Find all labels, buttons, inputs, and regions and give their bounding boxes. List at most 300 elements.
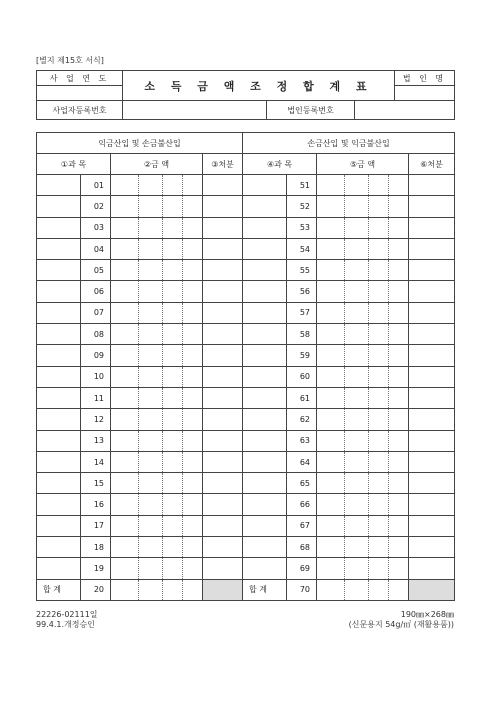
item-field[interactable]: [37, 238, 81, 259]
item-field[interactable]: [243, 196, 287, 217]
item-field[interactable]: [37, 537, 81, 558]
amount-field[interactable]: [317, 537, 345, 558]
amount-field[interactable]: [163, 238, 183, 259]
amount-field[interactable]: [317, 175, 345, 196]
amount-field[interactable]: [111, 537, 139, 558]
amount-field[interactable]: [139, 451, 163, 472]
amount-field[interactable]: [183, 217, 203, 238]
item-field[interactable]: [37, 217, 81, 238]
item-field[interactable]: [37, 451, 81, 472]
item-field[interactable]: [243, 537, 287, 558]
disposal-field[interactable]: [203, 494, 243, 515]
item-field[interactable]: [37, 175, 81, 196]
disposal-field[interactable]: [409, 494, 455, 515]
item-field[interactable]: [243, 175, 287, 196]
total-amount-field[interactable]: [389, 579, 409, 600]
amount-field[interactable]: [389, 238, 409, 259]
amount-field[interactable]: [163, 430, 183, 451]
amount-field[interactable]: [183, 558, 203, 579]
amount-field[interactable]: [345, 430, 369, 451]
amount-field[interactable]: [183, 281, 203, 302]
amount-field[interactable]: [139, 238, 163, 259]
row-code: 57: [287, 302, 317, 323]
table-row: [37, 451, 455, 472]
total-amount-field[interactable]: [317, 579, 345, 600]
row-code: 17: [81, 515, 111, 536]
amount-field[interactable]: [345, 238, 369, 259]
amount-field[interactable]: [111, 409, 139, 430]
row-code: 14: [81, 451, 111, 472]
business-year-field[interactable]: [37, 86, 123, 101]
amount-field[interactable]: [345, 217, 369, 238]
amount-field[interactable]: [111, 281, 139, 302]
amount-field[interactable]: [111, 324, 139, 345]
amount-field[interactable]: [111, 196, 139, 217]
amount-field[interactable]: [317, 430, 345, 451]
row-code: 06: [81, 281, 111, 302]
row-code: 18: [81, 537, 111, 558]
biz-reg-label: 사업자등록번호: [37, 101, 123, 120]
row-code: 67: [287, 515, 317, 536]
disposal-field[interactable]: [203, 302, 243, 323]
amount-field[interactable]: [389, 196, 409, 217]
amount-field[interactable]: [369, 515, 389, 536]
amount-field[interactable]: [345, 260, 369, 281]
corp-name-field[interactable]: [395, 86, 455, 101]
total-amount-field[interactable]: [111, 579, 139, 600]
amount-field[interactable]: [345, 409, 369, 430]
amount-field[interactable]: [163, 324, 183, 345]
amount-field[interactable]: [139, 175, 163, 196]
amount-field[interactable]: [317, 196, 345, 217]
amount-field[interactable]: [389, 494, 409, 515]
row-code: 52: [287, 196, 317, 217]
row-code: 08: [81, 324, 111, 345]
amount-field[interactable]: [317, 238, 345, 259]
total-label: 합 계: [243, 579, 287, 600]
amount-field[interactable]: [111, 366, 139, 387]
amount-field[interactable]: [369, 217, 389, 238]
amount-field[interactable]: [369, 345, 389, 366]
amount-field[interactable]: [163, 558, 183, 579]
amount-field[interactable]: [369, 451, 389, 472]
amount-field[interactable]: [369, 324, 389, 345]
disposal-field[interactable]: [409, 345, 455, 366]
total-row: [37, 579, 455, 600]
row-code: 68: [287, 537, 317, 558]
item-field[interactable]: [243, 281, 287, 302]
amount-field[interactable]: [183, 196, 203, 217]
total-amount-field[interactable]: [183, 579, 203, 600]
item-field[interactable]: [37, 345, 81, 366]
amount-field[interactable]: [111, 260, 139, 281]
amount-field[interactable]: [111, 345, 139, 366]
amount-field[interactable]: [369, 409, 389, 430]
amount-field[interactable]: [163, 366, 183, 387]
total-amount-field[interactable]: [139, 579, 163, 600]
amount-field[interactable]: [317, 515, 345, 536]
disposal-field[interactable]: [203, 345, 243, 366]
amount-field[interactable]: [369, 473, 389, 494]
item-field[interactable]: [243, 260, 287, 281]
total-amount-field[interactable]: [163, 579, 183, 600]
amount-field[interactable]: [389, 302, 409, 323]
amount-field[interactable]: [345, 302, 369, 323]
disposal-field[interactable]: [409, 451, 455, 472]
business-year-label: 사 업 연 도: [37, 71, 123, 86]
amount-field[interactable]: [369, 175, 389, 196]
item-field[interactable]: [243, 494, 287, 515]
item-field[interactable]: [243, 451, 287, 472]
amount-field[interactable]: [389, 281, 409, 302]
disposal-field[interactable]: [203, 324, 243, 345]
corp-reg-field[interactable]: [355, 101, 455, 120]
right-col-amount: ⑤금 액: [317, 154, 409, 175]
amount-field[interactable]: [139, 515, 163, 536]
form-label: [별지 제15호 서식]: [36, 56, 104, 65]
amount-field[interactable]: [139, 196, 163, 217]
amount-field[interactable]: [345, 345, 369, 366]
amount-field[interactable]: [139, 387, 163, 408]
amount-field[interactable]: [317, 473, 345, 494]
item-field[interactable]: [243, 217, 287, 238]
amount-field[interactable]: [183, 537, 203, 558]
amount-field[interactable]: [317, 558, 345, 579]
amount-field[interactable]: [369, 494, 389, 515]
amount-field[interactable]: [163, 473, 183, 494]
disposal-field[interactable]: [409, 217, 455, 238]
amount-field[interactable]: [183, 451, 203, 472]
amount-field[interactable]: [317, 324, 345, 345]
amount-field[interactable]: [369, 260, 389, 281]
amount-field[interactable]: [389, 217, 409, 238]
amount-field[interactable]: [317, 260, 345, 281]
item-field[interactable]: [243, 345, 287, 366]
amount-field[interactable]: [111, 175, 139, 196]
amount-field[interactable]: [111, 302, 139, 323]
amount-field[interactable]: [183, 409, 203, 430]
disposal-field[interactable]: [203, 451, 243, 472]
right-col-disposal: ⑥처분: [409, 154, 455, 175]
row-code: 19: [81, 558, 111, 579]
amount-field[interactable]: [111, 494, 139, 515]
item-field[interactable]: [243, 473, 287, 494]
row-code: 61: [287, 387, 317, 408]
amount-field[interactable]: [369, 238, 389, 259]
disposal-field[interactable]: [203, 473, 243, 494]
disposal-field[interactable]: [409, 558, 455, 579]
table-row: [37, 238, 455, 259]
amount-field[interactable]: [317, 281, 345, 302]
item-field[interactable]: [37, 409, 81, 430]
amount-field[interactable]: [111, 387, 139, 408]
amount-field[interactable]: [183, 302, 203, 323]
amount-field[interactable]: [163, 175, 183, 196]
disposal-field[interactable]: [203, 175, 243, 196]
item-field[interactable]: [37, 494, 81, 515]
item-field[interactable]: [243, 366, 287, 387]
table-row: [37, 366, 455, 387]
adjustment-table: [36, 132, 455, 601]
amount-field[interactable]: [389, 515, 409, 536]
amount-field[interactable]: [139, 409, 163, 430]
disposal-field[interactable]: [409, 196, 455, 217]
amount-field[interactable]: [345, 558, 369, 579]
row-code: 53: [287, 217, 317, 238]
item-field[interactable]: [243, 324, 287, 345]
disposal-field[interactable]: [409, 515, 455, 536]
amount-field[interactable]: [345, 494, 369, 515]
row-code: 62: [287, 409, 317, 430]
amount-field[interactable]: [317, 451, 345, 472]
amount-field[interactable]: [111, 217, 139, 238]
disposal-field[interactable]: [203, 430, 243, 451]
amount-field[interactable]: [163, 451, 183, 472]
paper-size: 190㎜×268㎜: [400, 610, 454, 619]
disposal-field[interactable]: [409, 302, 455, 323]
disposal-field[interactable]: [203, 217, 243, 238]
table-row: [37, 494, 455, 515]
table-row: [37, 430, 455, 451]
amount-field[interactable]: [163, 494, 183, 515]
amount-field[interactable]: [163, 302, 183, 323]
amount-field[interactable]: [389, 387, 409, 408]
amount-field[interactable]: [163, 281, 183, 302]
amount-field[interactable]: [369, 302, 389, 323]
amount-field[interactable]: [163, 196, 183, 217]
disposal-field[interactable]: [203, 260, 243, 281]
disposal-field[interactable]: [409, 409, 455, 430]
amount-field[interactable]: [163, 345, 183, 366]
amount-field[interactable]: [139, 260, 163, 281]
table-row: [37, 260, 455, 281]
amount-field[interactable]: [317, 217, 345, 238]
amount-field[interactable]: [389, 430, 409, 451]
amount-field[interactable]: [389, 558, 409, 579]
disposal-field[interactable]: [409, 430, 455, 451]
row-code: 02: [81, 196, 111, 217]
item-field[interactable]: [243, 558, 287, 579]
amount-field[interactable]: [163, 537, 183, 558]
disposal-field[interactable]: [203, 558, 243, 579]
item-field[interactable]: [243, 302, 287, 323]
amount-field[interactable]: [345, 387, 369, 408]
item-field[interactable]: [243, 387, 287, 408]
row-code: 11: [81, 387, 111, 408]
row-code: 56: [287, 281, 317, 302]
amount-field[interactable]: [369, 387, 389, 408]
amount-field[interactable]: [139, 324, 163, 345]
amount-field[interactable]: [111, 558, 139, 579]
amount-field[interactable]: [111, 451, 139, 472]
amount-field[interactable]: [183, 366, 203, 387]
amount-field[interactable]: [139, 281, 163, 302]
amount-field[interactable]: [389, 409, 409, 430]
amount-field[interactable]: [139, 430, 163, 451]
item-field[interactable]: [37, 515, 81, 536]
amount-field[interactable]: [317, 409, 345, 430]
item-field[interactable]: [243, 409, 287, 430]
amount-field[interactable]: [183, 494, 203, 515]
disposal-field[interactable]: [203, 196, 243, 217]
item-field[interactable]: [37, 387, 81, 408]
amount-field[interactable]: [183, 260, 203, 281]
table-row: [37, 537, 455, 558]
item-field[interactable]: [37, 302, 81, 323]
disposal-field[interactable]: [409, 175, 455, 196]
disposal-field[interactable]: [409, 260, 455, 281]
item-field[interactable]: [37, 473, 81, 494]
disposal-field[interactable]: [203, 409, 243, 430]
amount-field[interactable]: [317, 345, 345, 366]
amount-field[interactable]: [389, 366, 409, 387]
row-code: 01: [81, 175, 111, 196]
amount-field[interactable]: [139, 345, 163, 366]
disposal-field[interactable]: [409, 366, 455, 387]
amount-field[interactable]: [139, 494, 163, 515]
amount-field[interactable]: [345, 196, 369, 217]
amount-field[interactable]: [183, 387, 203, 408]
amount-field[interactable]: [111, 515, 139, 536]
amount-field[interactable]: [389, 537, 409, 558]
header-table: [36, 70, 455, 120]
amount-field[interactable]: [317, 366, 345, 387]
amount-field[interactable]: [317, 387, 345, 408]
amount-field[interactable]: [345, 175, 369, 196]
table-row: [37, 387, 455, 408]
right-col-item: ④과 목: [243, 154, 317, 175]
amount-field[interactable]: [389, 324, 409, 345]
approval-date: 99.4.1.개정승인: [36, 620, 95, 629]
table-row: [37, 515, 455, 536]
item-field[interactable]: [37, 196, 81, 217]
amount-field[interactable]: [139, 302, 163, 323]
item-field[interactable]: [37, 430, 81, 451]
row-code: 60: [287, 366, 317, 387]
item-field[interactable]: [37, 281, 81, 302]
amount-field[interactable]: [139, 537, 163, 558]
amount-field[interactable]: [317, 302, 345, 323]
disposal-field[interactable]: [409, 238, 455, 259]
disposal-field[interactable]: [203, 387, 243, 408]
amount-field[interactable]: [139, 473, 163, 494]
amount-field[interactable]: [111, 430, 139, 451]
row-code: 63: [287, 430, 317, 451]
row-code: 51: [287, 175, 317, 196]
table-row: [37, 324, 455, 345]
amount-field[interactable]: [369, 281, 389, 302]
total-amount-field[interactable]: [345, 579, 369, 600]
amount-field[interactable]: [369, 558, 389, 579]
disposal-field[interactable]: [409, 281, 455, 302]
form-title: 소 득 금 액 조 정 합 계 표: [123, 71, 395, 101]
row-code: 13: [81, 430, 111, 451]
amount-field[interactable]: [369, 430, 389, 451]
row-code: 12: [81, 409, 111, 430]
amount-field[interactable]: [345, 366, 369, 387]
amount-field[interactable]: [369, 366, 389, 387]
item-field[interactable]: [37, 366, 81, 387]
amount-field[interactable]: [345, 451, 369, 472]
disposal-field[interactable]: [409, 387, 455, 408]
amount-field[interactable]: [369, 537, 389, 558]
amount-field[interactable]: [183, 175, 203, 196]
amount-field[interactable]: [183, 515, 203, 536]
row-code: 04: [81, 238, 111, 259]
amount-field[interactable]: [389, 260, 409, 281]
table-row: [37, 196, 455, 217]
amount-field[interactable]: [163, 217, 183, 238]
amount-field[interactable]: [139, 558, 163, 579]
table-row: [37, 558, 455, 579]
amount-field[interactable]: [389, 175, 409, 196]
right-section-heading: 손금산입 및 익금불산입: [243, 133, 455, 154]
left-col-amount: ②금 액: [111, 154, 203, 175]
disposal-field[interactable]: [203, 281, 243, 302]
item-field[interactable]: [37, 260, 81, 281]
row-code: 15: [81, 473, 111, 494]
item-field[interactable]: [243, 515, 287, 536]
total-amount-field[interactable]: [369, 579, 389, 600]
disposal-field[interactable]: [409, 473, 455, 494]
amount-field[interactable]: [163, 409, 183, 430]
amount-field[interactable]: [389, 473, 409, 494]
row-code: 59: [287, 345, 317, 366]
amount-field[interactable]: [345, 324, 369, 345]
amount-field[interactable]: [389, 345, 409, 366]
item-field[interactable]: [243, 430, 287, 451]
amount-field[interactable]: [389, 451, 409, 472]
amount-field[interactable]: [111, 238, 139, 259]
table-row: [37, 175, 455, 196]
amount-field[interactable]: [369, 196, 389, 217]
disposal-field[interactable]: [203, 537, 243, 558]
amount-field[interactable]: [183, 430, 203, 451]
amount-field[interactable]: [163, 260, 183, 281]
disposal-field[interactable]: [203, 515, 243, 536]
left-col-item: ①과 목: [37, 154, 111, 175]
disposal-field[interactable]: [203, 238, 243, 259]
amount-field[interactable]: [163, 387, 183, 408]
item-field[interactable]: [243, 238, 287, 259]
amount-field[interactable]: [139, 217, 163, 238]
amount-field[interactable]: [163, 515, 183, 536]
amount-field[interactable]: [317, 494, 345, 515]
amount-field[interactable]: [139, 366, 163, 387]
row-code: 54: [287, 238, 317, 259]
amount-field[interactable]: [345, 537, 369, 558]
item-field[interactable]: [37, 324, 81, 345]
row-code: 07: [81, 302, 111, 323]
item-field[interactable]: [37, 558, 81, 579]
biz-reg-field[interactable]: [123, 101, 267, 120]
amount-field[interactable]: [345, 515, 369, 536]
table-row: [37, 302, 455, 323]
amount-field[interactable]: [345, 281, 369, 302]
amount-field[interactable]: [111, 473, 139, 494]
amount-field[interactable]: [183, 345, 203, 366]
disposal-field[interactable]: [409, 324, 455, 345]
amount-field[interactable]: [345, 473, 369, 494]
amount-field[interactable]: [183, 324, 203, 345]
row-code: 64: [287, 451, 317, 472]
disposal-field[interactable]: [409, 537, 455, 558]
row-code: 16: [81, 494, 111, 515]
disposal-field[interactable]: [203, 366, 243, 387]
amount-field[interactable]: [183, 473, 203, 494]
amount-field[interactable]: [183, 238, 203, 259]
corp-reg-label: 법인등록번호: [267, 101, 355, 120]
